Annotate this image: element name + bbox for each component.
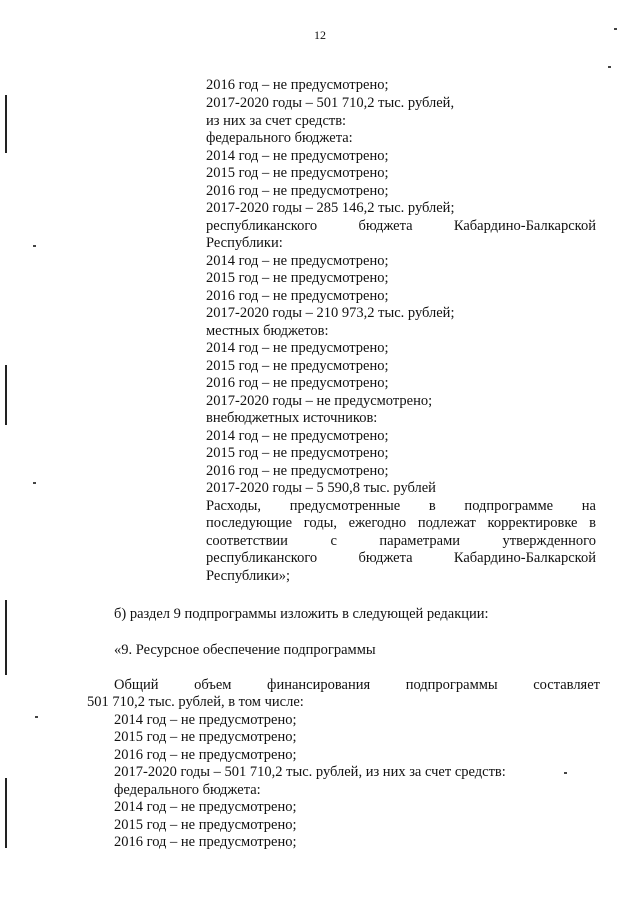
upper-line: последующие годы, ежегодно подлежат корректировке в [206, 515, 596, 531]
section-b-instruction: б) раздел 9 подпрограммы изложить в следующей редакции: [114, 606, 489, 622]
upper-line: республиканского бюджета Кабардино-Балкарской [206, 218, 596, 234]
upper-line: 2014 год – не предусмотрено; [206, 428, 389, 444]
upper-line: 2017-2020 годы – 501 710,2 тыс. рублей, [206, 95, 455, 111]
upper-line: соответствии с параметрами утвержденного [206, 533, 596, 549]
upper-line: 2016 год – не предусмотрено; [206, 77, 389, 93]
scan-margin-mark [5, 95, 7, 153]
financing-line: 2014 год – не предусмотрено; [114, 712, 297, 728]
upper-line: 2015 год – не предусмотрено; [206, 165, 389, 181]
financing-line: 501 710,2 тыс. рублей, в том числе: [87, 694, 304, 710]
upper-line: Республики: [206, 235, 283, 251]
section-heading: «9. Ресурсное обеспечение подпрограммы [114, 642, 376, 658]
upper-line: республиканского бюджета Кабардино-Балкарской [206, 550, 596, 566]
upper-line: из них за счет средств: [206, 113, 347, 129]
upper-line: 2015 год – не предусмотрено; [206, 445, 389, 461]
upper-line: 2017-2020 годы – 5 590,8 тыс. рублей [206, 480, 436, 496]
financing-line: 2015 год – не предусмотрено; [114, 729, 297, 745]
upper-line: 2017-2020 годы – не предусмотрено; [206, 393, 433, 409]
financing-first-line: Общий объем финансирования подпрограммы составляет [114, 677, 600, 693]
financing-line: 2015 год – не предусмотрено; [114, 817, 297, 833]
upper-line: 2016 год – не предусмотрено; [206, 288, 389, 304]
financing-line: 2017-2020 годы – 501 710,2 тыс. рублей, из них за счет средств: [114, 764, 506, 780]
scan-speck [608, 66, 611, 68]
scan-margin-mark [5, 365, 7, 425]
upper-line: 2016 год – не предусмотрено; [206, 183, 389, 199]
upper-line: 2017-2020 годы – 285 146,2 тыс. рублей; [206, 200, 455, 216]
upper-line: 2014 год – не предусмотрено; [206, 253, 389, 269]
upper-line: 2017-2020 годы – 210 973,2 тыс. рублей; [206, 305, 455, 321]
upper-line: Расходы, предусмотренные в подпрограмме на [206, 498, 596, 514]
upper-line: федерального бюджета: [206, 130, 353, 146]
financing-line: 2016 год – не предусмотрено; [114, 747, 297, 763]
scan-margin-mark [5, 600, 7, 675]
financing-line: 2016 год – не предусмотрено; [114, 834, 297, 850]
scan-speck [33, 482, 36, 484]
scan-margin-mark [5, 778, 7, 848]
upper-line: 2014 год – не предусмотрено; [206, 340, 389, 356]
upper-line: 2016 год – не предусмотрено; [206, 463, 389, 479]
scan-speck [564, 772, 567, 774]
upper-line: 2015 год – не предусмотрено; [206, 358, 389, 374]
scan-speck [33, 245, 36, 247]
page-number: 12 [314, 28, 326, 42]
scan-speck [35, 716, 38, 718]
upper-line: 2016 год – не предусмотрено; [206, 375, 389, 391]
upper-line: Республики»; [206, 568, 291, 584]
upper-line: 2015 год – не предусмотрено; [206, 270, 389, 286]
upper-line: местных бюджетов: [206, 323, 329, 339]
upper-line: внебюджетных источников: [206, 410, 378, 426]
financing-line: 2014 год – не предусмотрено; [114, 799, 297, 815]
upper-line: 2014 год – не предусмотрено; [206, 148, 389, 164]
financing-line: федерального бюджета: [114, 782, 261, 798]
